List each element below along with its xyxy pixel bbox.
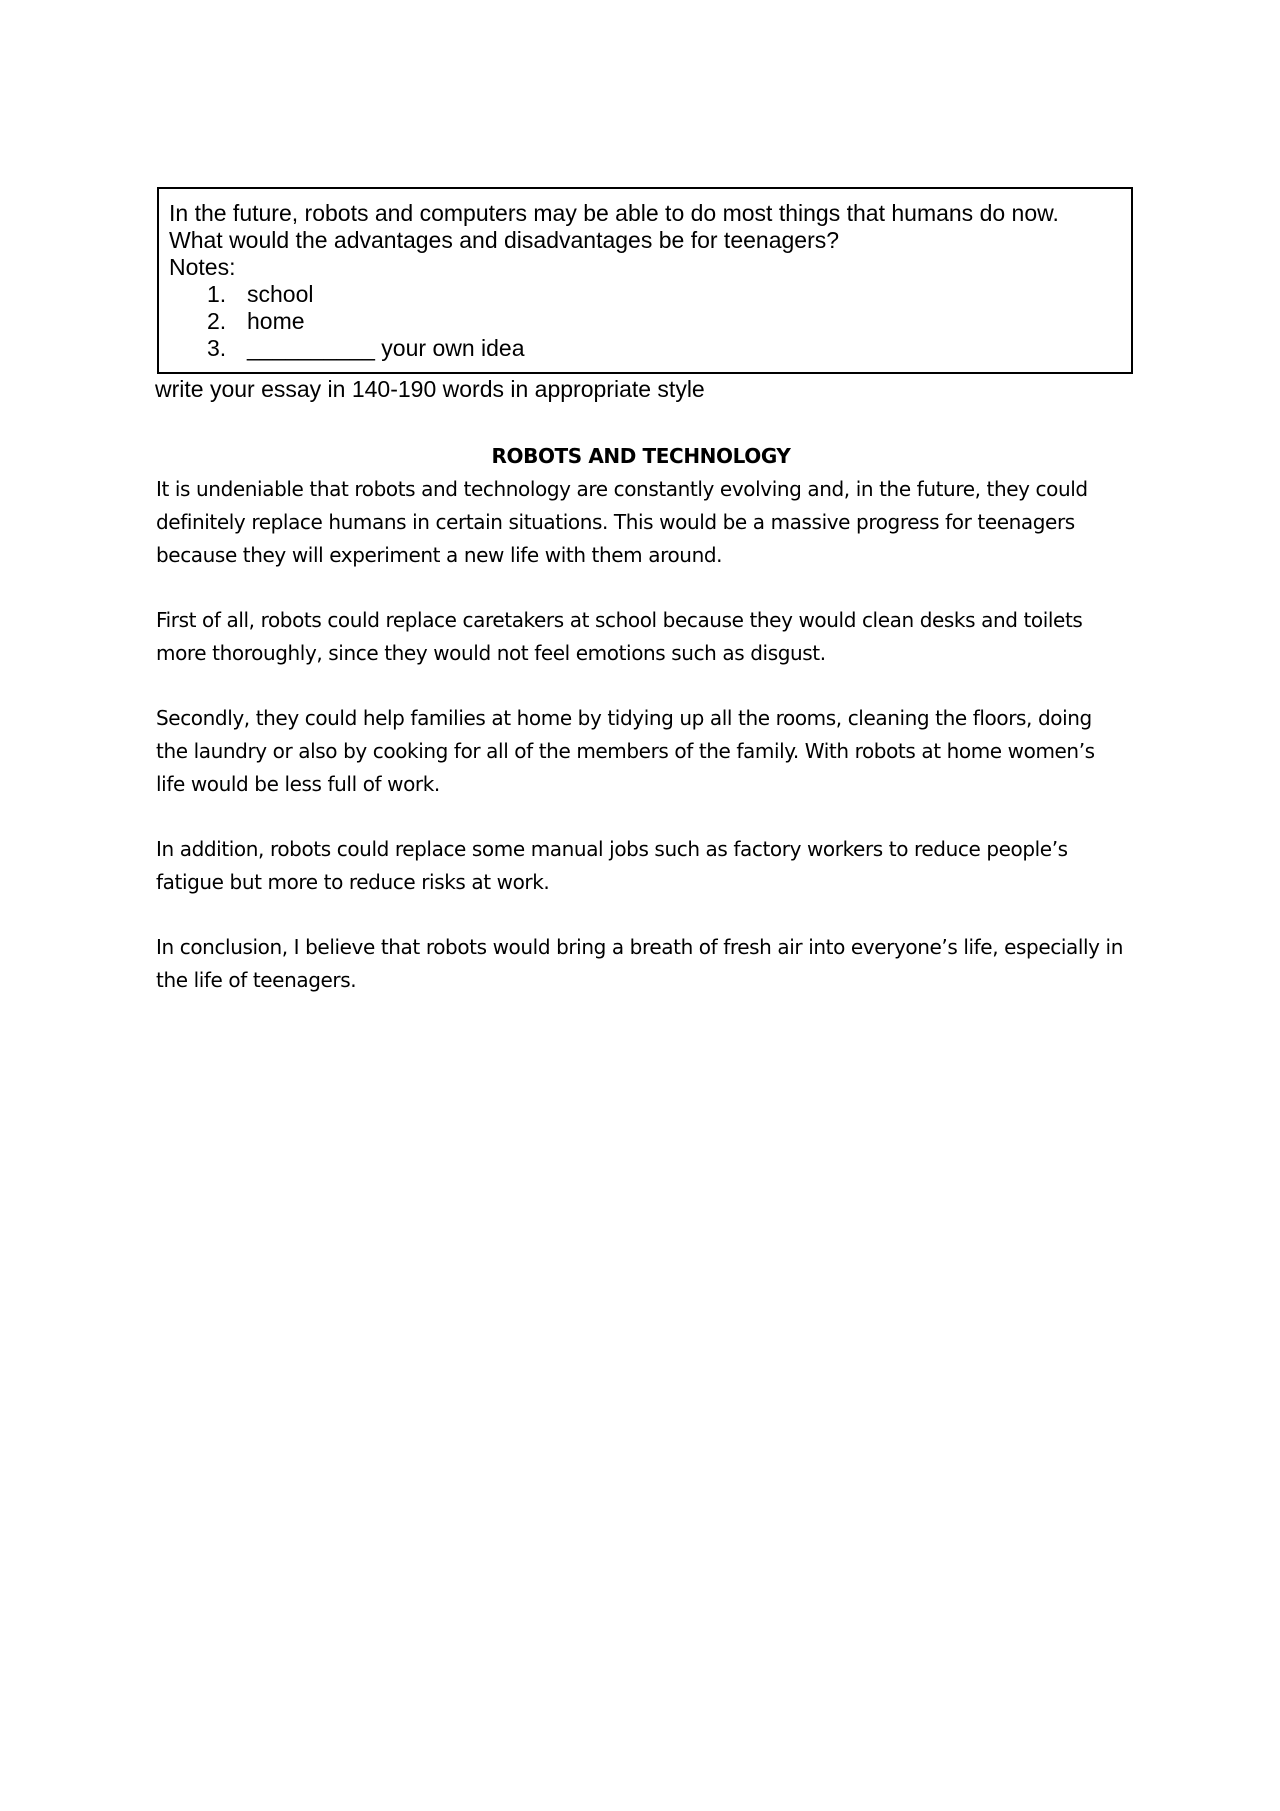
notes-item-number: 1. [207, 281, 227, 307]
essay-paragraph-addition: In addition, robots could replace some manual jobs such as factory workers to reduce people’s fatigue but more to reduce risks at work. [156, 837, 1068, 894]
essay-body [156, 440, 1126, 1029]
notes-item-text: home [247, 308, 305, 334]
notes-item-text: __________ your own idea [247, 335, 525, 361]
notes-item-number: 2. [207, 308, 227, 334]
essay-paragraph-conclusion: In conclusion, I believe that robots would bring a breath of fresh air into everyone’s life, especially in the life of teenagers. [156, 935, 1123, 992]
task-box [157, 187, 1133, 374]
notes-item-number: 3. [207, 335, 227, 361]
essay-paragraph-school: First of all, robots could replace caretakers at school because they would clean desks and toilets more thoroughly, since they would not feel emotions such as disgust. [156, 608, 1083, 665]
notes-item-text: school [247, 281, 314, 307]
notes-item-home [169, 308, 1121, 335]
essay-title: ROBOTS AND TECHNOLOGY [491, 444, 791, 468]
essay-paragraph-intro: It is undeniable that robots and technology are constantly evolving and, in the future, they could definitely replace humans in certain situations. This would be a massive progress for teenagers because they will experiment a new life with them around. [156, 477, 1088, 567]
notes-item-own-idea [169, 335, 1121, 362]
essay-paragraph-home: Secondly, they could help families at home by tidying up all the rooms, cleaning the floors, doing the laundry or also by cooking for all of the members of the family. With robots at home women’s life would be less full of work. [156, 706, 1095, 796]
task-prompt-line-1: In the future, robots and computers may be able to do most things that humans do now. [169, 200, 1059, 226]
notes-list [169, 281, 1121, 362]
notes-item-school [169, 281, 1121, 308]
notes-label: Notes: [169, 254, 236, 280]
task-prompt-line-2: What would the advantages and disadvantages be for teenagers? [169, 227, 840, 253]
essay-instruction: write your essay in 140-190 words in appropriate style [155, 376, 705, 402]
